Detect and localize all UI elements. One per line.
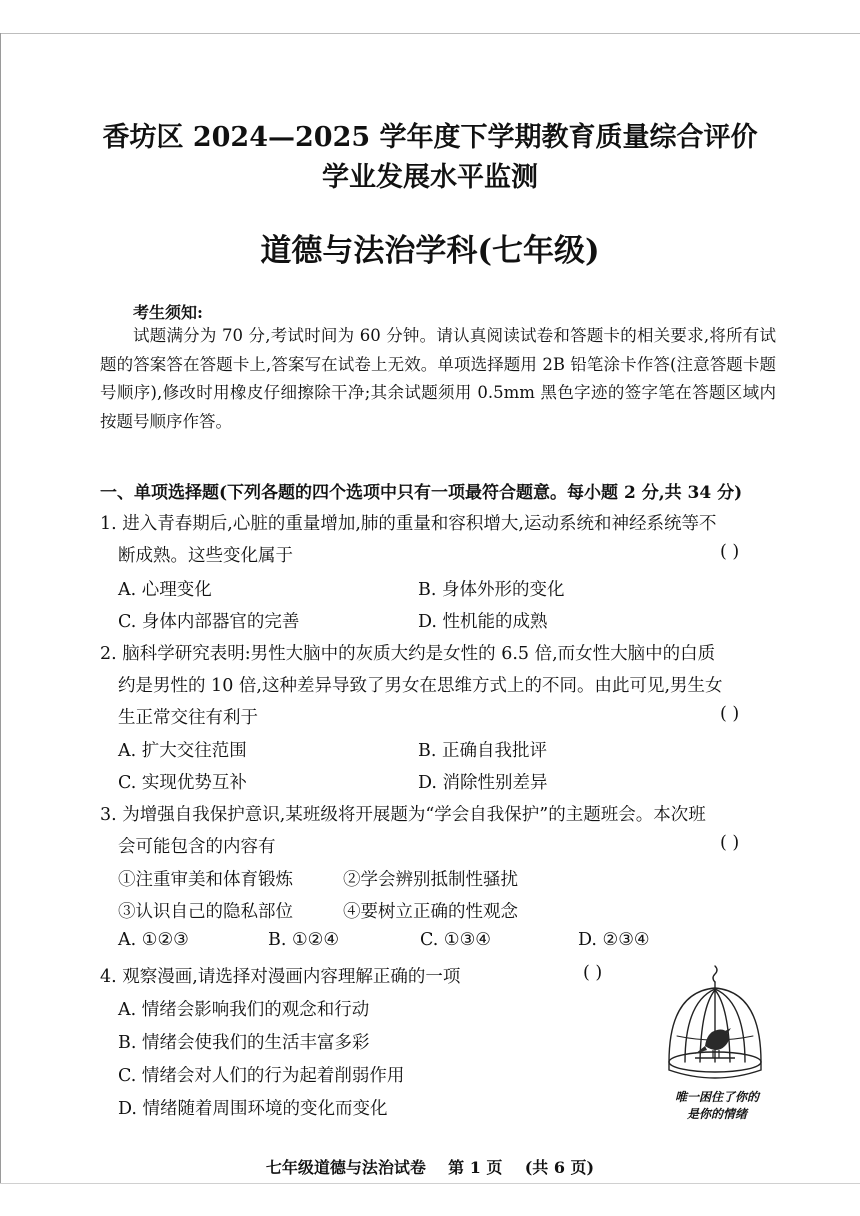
q3-option-d: D. ②③④: [578, 930, 650, 950]
page-bottom-border: [0, 1183, 860, 1184]
q1-line1: 1. 进入青春期后,心脏的重量增加,肺的重量和容积增大,运动系统和神经系统等不: [100, 514, 717, 534]
q1-option-a: A. 心理变化: [118, 580, 212, 600]
exam-title-line1: 香坊区 2024—2025 学年度下学期教育质量综合评价: [102, 122, 758, 153]
page-top-border: [0, 33, 860, 34]
q3-option-b: B. ①②④: [268, 930, 340, 950]
notice-heading: 考生须知:: [133, 303, 203, 322]
q3-option-c: C. ①③④: [420, 930, 491, 950]
cartoon-caption-line1: 唯一困住了你的: [674, 1090, 759, 1104]
page-left-border: [0, 33, 1, 1183]
q4-line1: 4. 观察漫画,请选择对漫画内容理解正确的一项: [100, 967, 461, 987]
q4-option-a: A. 情绪会影响我们的观念和行动: [118, 1000, 370, 1020]
q4-option-b: B. 情绪会使我们的生活丰富多彩: [118, 1033, 370, 1053]
subject-title: 道德与法治学科(七年级): [260, 233, 600, 269]
q4-answer-paren: ( ): [583, 963, 603, 983]
q2-answer-paren: ( ): [720, 704, 740, 724]
cartoon-caption-line2: 是你的情绪: [686, 1107, 747, 1121]
q2-line3: 生正常交往有利于: [118, 708, 258, 728]
exam-title-line2: 学业发展水平监测: [322, 162, 538, 193]
q4-option-c: C. 情绪会对人们的行为起着削弱作用: [118, 1066, 405, 1086]
q3-item-2: ②学会辨别抵制性骚扰: [343, 870, 518, 890]
page-footer: 七年级道德与法治试卷 第 1 页 (共 6 页): [265, 1158, 595, 1177]
q2-option-b: B. 正确自我批评: [418, 741, 547, 761]
q4-option-d: D. 情绪随着周围环境的变化而变化: [118, 1099, 388, 1119]
q3-item-4: ④要树立正确的性观念: [343, 902, 518, 922]
q3-item-3: ③认识自己的隐私部位: [118, 902, 293, 922]
notice-body: 试题满分为 70 分,考试时间为 60 分钟。请认真阅读试卷和答题卡的相关要求,将所有试题的答案答在答题卡上,答案写在试卷上无效。单项选择题用 2B 铅笔涂卡作答(注意答题卡题号顺序),修改时用橡皮仔细擦除干净;其余试题须用 0.5mm 黑色字迹的签字笔在答题区域内按题号顺序作答。: [100, 326, 776, 431]
q1-option-d: D. 性机能的成熟: [418, 612, 548, 632]
q3-answer-paren: ( ): [720, 833, 740, 853]
q3-item-1: ①注重审美和体育锻炼: [118, 870, 293, 890]
q3-line2: 会可能包含的内容有: [118, 837, 276, 857]
section1-heading: 一、单项选择题(下列各题的四个选项中只有一项最符合题意。每小题 2 分,共 34 分): [100, 483, 743, 503]
q2-option-d: D. 消除性别差异: [418, 773, 548, 793]
q1-option-b: B. 身体外形的变化: [418, 580, 565, 600]
q1-option-c: C. 身体内部器官的完善: [118, 612, 300, 632]
q2-line2: 约是男性的 10 倍,这种差异导致了男女在思维方式上的不同。由此可见,男生女: [118, 676, 723, 696]
q2-option-a: A. 扩大交往范围: [118, 741, 247, 761]
q1-line2: 断成熟。这些变化属于: [118, 546, 293, 566]
q1-answer-paren: ( ): [720, 542, 740, 562]
q3-option-a: A. ①②③: [118, 930, 189, 950]
q3-line1: 3. 为增强自我保护意识,某班级将开展题为“学会自我保护”的主题班会。本次班: [100, 805, 706, 825]
q2-line1: 2. 脑科学研究表明:男性大脑中的灰质大约是女性的 6.5 倍,而女性大脑中的白质: [100, 644, 716, 664]
q2-option-c: C. 实现优势互补: [118, 773, 247, 793]
